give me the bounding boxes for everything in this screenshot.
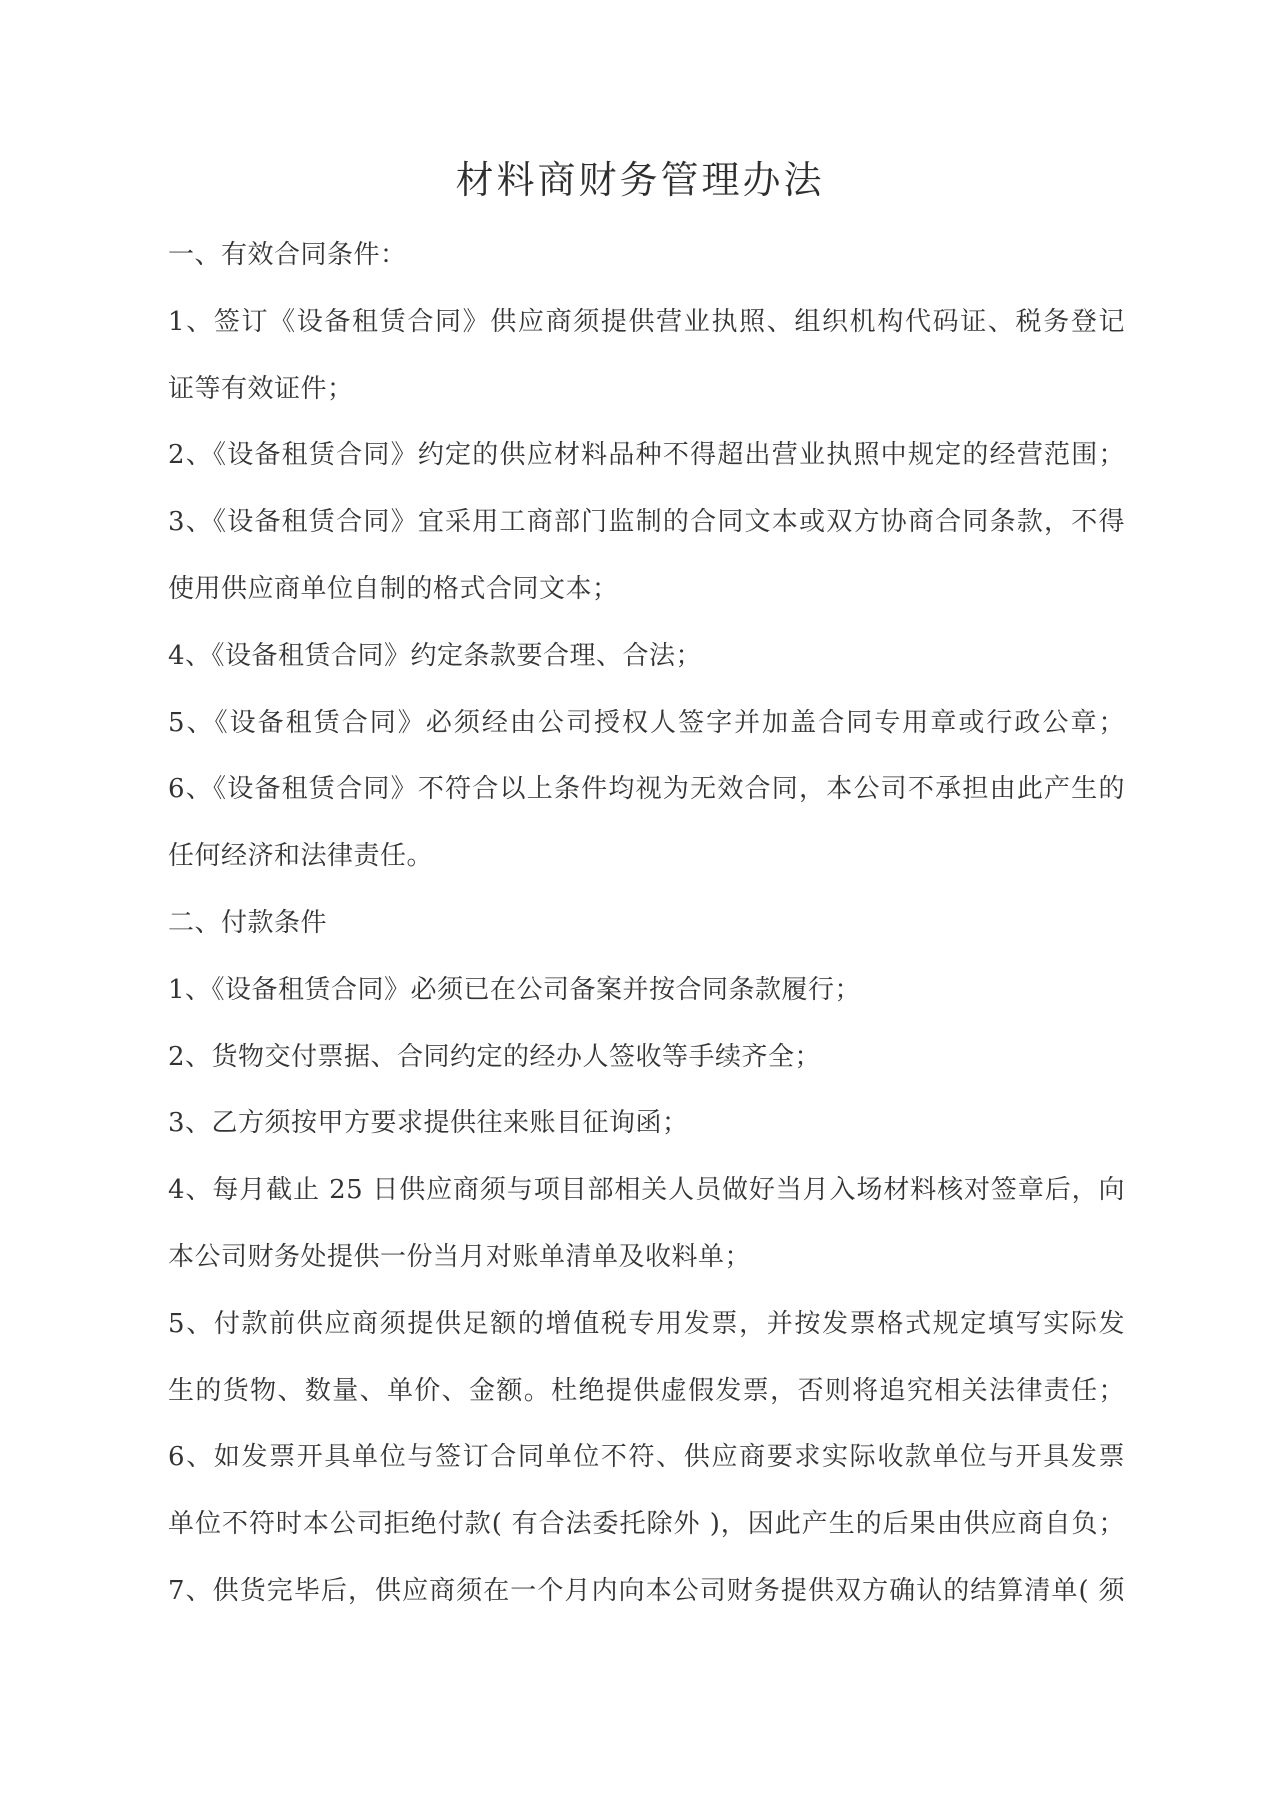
text-line: 一、有效合同条件：	[168, 240, 407, 270]
document-body	[168, 222, 1125, 1625]
text-line: 证等有效证件；	[168, 373, 354, 404]
text-line: 2、《设备租赁合同》约定的供应材料品种不得超出营业执照中规定的经营范围；	[168, 440, 1125, 471]
text-line: 使用供应商单位自制的格式合同文本；	[168, 573, 619, 604]
text-line: 任何经济和法律责任。	[168, 841, 434, 872]
text-line: 6、如发票开具单位与签订合同单位不符、供应商要求实际收款单位与开具发票	[168, 1442, 1125, 1473]
text-line: 1、《设备租赁合同》必须已在公司备案并按合同条款履行；	[168, 974, 862, 1005]
text-line: 3、《设备租赁合同》宜采用工商部门监制的合同文本或双方协商合同条款，不得	[168, 507, 1125, 538]
text-line: 二、付款条件	[168, 907, 328, 938]
text-line: 1、签订《设备租赁合同》供应商须提供营业执照、组织机构代码证、税务登记	[168, 306, 1125, 337]
text-line: 3、乙方须按甲方要求提供往来账目征询函；	[168, 1108, 689, 1139]
text-line: 生的货物、数量、单价、金额。杜绝提供虚假发票，否则将追究相关法律责任；	[168, 1375, 1125, 1406]
text-line: 本公司财务处提供一份当月对账单清单及收料单；	[168, 1241, 752, 1272]
text-line: 4、每月截止 25 日供应商须与项目部相关人员做好当月入场材料核对签章后，向	[168, 1175, 1125, 1206]
text-line: 6、《设备租赁合同》不符合以上条件均视为无效合同，本公司不承担由此产生的	[168, 774, 1125, 805]
document-title: 材料商财务管理办法	[455, 158, 825, 202]
text-line: 4、《设备租赁合同》约定条款要合理、合法；	[168, 640, 703, 671]
text-line: 5、付款前供应商须提供足额的增值税专用发票，并按发票格式规定填写实际发	[168, 1308, 1125, 1339]
text-line: 7、供货完毕后，供应商须在一个月内向本公司财务提供双方确认的结算清单( 须	[168, 1575, 1125, 1606]
text-line: 单位不符时本公司拒绝付款( 有合法委托除外 )，因此产生的后果由供应商自负；	[168, 1509, 1125, 1540]
text-line: 5、《设备租赁合同》必须经由公司授权人签字并加盖合同专用章或行政公章；	[168, 707, 1125, 738]
text-line: 2、货物交付票据、合同约定的经办人签收等手续齐全；	[168, 1041, 822, 1072]
